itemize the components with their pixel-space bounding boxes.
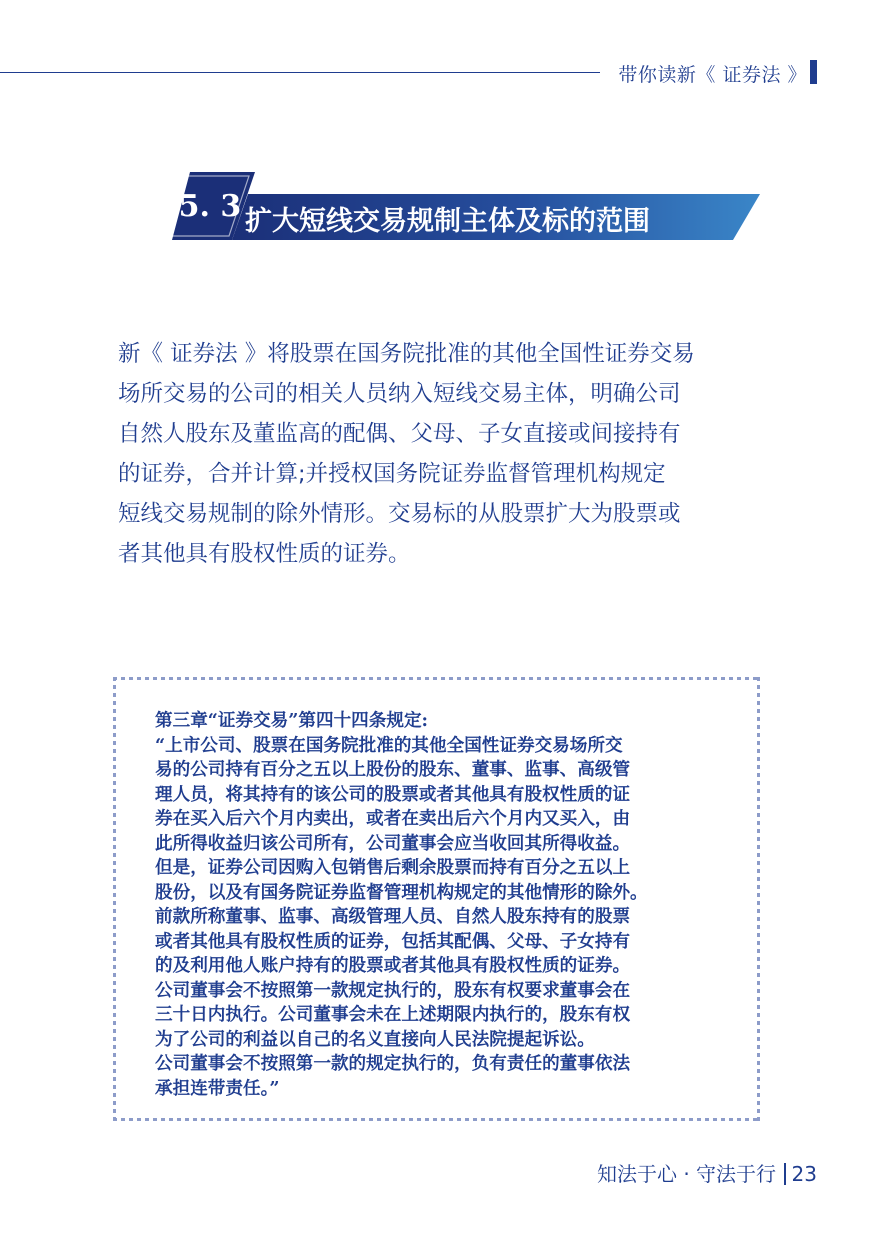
law-quote-text: [155, 709, 735, 1101]
footer-divider: [784, 1163, 786, 1185]
section-banner: [0, 0, 875, 300]
page-number: 23: [791, 1162, 817, 1186]
quote-line: 或者其他具有股权性质的证券，包括其配偶、父母、子女持有: [155, 930, 631, 952]
quote-line: 承担连带责任。”: [155, 1077, 280, 1099]
intro-line: 短线交易规制的除外情形。交易标的从股票扩大为股票或: [118, 501, 681, 527]
quote-line: 理人员，将其持有的该公司的股票或者其他具有股权性质的证: [155, 783, 631, 805]
quote-line: “上市公司、股票在国务院批准的其他全国性证券交易场所交: [155, 734, 623, 756]
quote-line: 前款所称董事、监事、高级管理人员、自然人股东持有的股票: [155, 906, 631, 927]
page-footer: [597, 1158, 817, 1187]
section-number: 5. 3: [178, 189, 242, 224]
quote-line: 券在买入后六个月内卖出，或者在卖出后六个月内又买入，由: [155, 808, 631, 829]
intro-line: 的证券，合并计算;并授权国务院证券监督管理机构规定: [118, 461, 666, 487]
intro-line: 自然人股东及董监高的配偶、父母、子女直接或间接持有: [118, 421, 681, 447]
quote-line: 第三章“证券交易”第四十四条规定:: [155, 710, 429, 731]
quote-line: 此所得收益归该公司所有，公司董事会应当收回其所得收益。: [155, 832, 631, 854]
footer-slogan: 知法于心 · 守法于行: [596, 1162, 777, 1186]
quote-line: 公司董事会不按照第一款规定执行的，股东有权要求董事会在: [155, 979, 631, 1001]
intro-line: 者其他具有股权性质的证券。: [118, 541, 411, 567]
quote-line: 但是，证券公司因购入包销售后剩余股票而持有百分之五以上: [155, 857, 631, 878]
quote-line: 股份，以及有国务院证券监督管理机构规定的其他情形的除外。: [155, 881, 648, 903]
quote-line: 的及利用他人账户持有的股票或者其他具有股权性质的证券。: [155, 955, 631, 976]
quote-line: 公司董事会不按照第一款的规定执行的，负有责任的董事依法: [155, 1053, 631, 1074]
intro-line: 新《 证券法 》将股票在国务院批准的其他全国性证券交易: [118, 341, 695, 367]
intro-paragraph: [118, 334, 768, 574]
quote-line: 易的公司持有百分之五以上股份的股东、董事、监事、高级管: [155, 759, 631, 780]
intro-line: 场所交易的公司的相关人员纳入短线交易主体，明确公司: [118, 381, 681, 407]
quote-line: 为了公司的利益以自己的名义直接向人民法院提起诉讼。: [155, 1028, 595, 1050]
running-header-title: 带你读新《 证券法 》: [618, 64, 807, 86]
section-title: 扩大短线交易规制主体及标的范围: [245, 206, 650, 237]
law-quote-box: [113, 677, 760, 1121]
quote-line: 三十日内执行。公司董事会未在上述期限内执行的，股东有权: [155, 1004, 631, 1025]
